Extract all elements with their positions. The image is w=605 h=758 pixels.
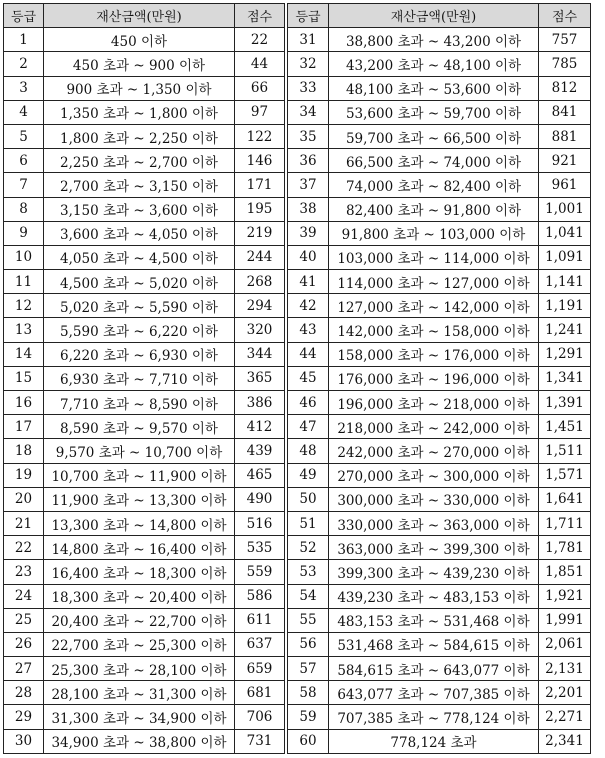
amount-cell: 531,468 초과 ~ 584,615 이하 xyxy=(329,632,539,656)
grade-cell: 2 xyxy=(4,52,44,76)
table-row xyxy=(4,342,591,366)
amount-cell: 43,200 초과 ~ 48,100 이하 xyxy=(329,52,539,76)
table-row xyxy=(4,221,591,245)
table-row xyxy=(4,439,591,463)
amount-cell: 4,050 초과 ~ 4,500 이하 xyxy=(44,245,235,269)
header-amount-right: 재산금액(만원) xyxy=(329,4,539,28)
score-cell: 294 xyxy=(235,294,285,318)
score-cell: 681 xyxy=(235,681,285,705)
score-cell: 1,391 xyxy=(539,391,591,415)
grade-cell: 4 xyxy=(4,100,44,124)
grade-cell: 44 xyxy=(288,342,329,366)
amount-cell: 53,600 초과 ~ 59,700 이하 xyxy=(329,100,539,124)
amount-cell: 59,700 초과 ~ 66,500 이하 xyxy=(329,124,539,148)
grade-cell: 33 xyxy=(288,76,329,100)
grade-cell: 35 xyxy=(288,124,329,148)
amount-cell: 242,000 초과 ~ 270,000 이하 xyxy=(329,439,539,463)
score-cell: 1,991 xyxy=(539,608,591,632)
grade-cell: 55 xyxy=(288,608,329,632)
amount-cell: 18,300 초과 ~ 20,400 이하 xyxy=(44,584,235,608)
score-cell: 1,571 xyxy=(539,463,591,487)
amount-cell: 4,500 초과 ~ 5,020 이하 xyxy=(44,270,235,294)
amount-cell: 91,800 초과 ~ 103,000 이하 xyxy=(329,221,539,245)
grade-cell: 6 xyxy=(4,149,44,173)
table-row xyxy=(4,584,591,608)
table-row xyxy=(4,632,591,656)
score-cell: 1,291 xyxy=(539,342,591,366)
grade-cell: 39 xyxy=(288,221,329,245)
score-cell: 66 xyxy=(235,76,285,100)
grade-cell: 42 xyxy=(288,294,329,318)
grade-cell: 31 xyxy=(288,28,329,52)
grade-cell: 23 xyxy=(4,560,44,584)
score-cell: 516 xyxy=(235,511,285,535)
amount-cell: 707,385 초과 ~ 778,124 이하 xyxy=(329,705,539,729)
grade-cell: 40 xyxy=(288,245,329,269)
amount-cell: 5,590 초과 ~ 6,220 이하 xyxy=(44,318,235,342)
grade-cell: 10 xyxy=(4,245,44,269)
score-cell: 439 xyxy=(235,439,285,463)
amount-cell: 778,124 초과 xyxy=(329,729,539,753)
grade-cell: 34 xyxy=(288,100,329,124)
header-score-left: 점수 xyxy=(235,4,285,28)
score-cell: 1,191 xyxy=(539,294,591,318)
grade-cell: 22 xyxy=(4,536,44,560)
amount-cell: 1,800 초과 ~ 2,250 이하 xyxy=(44,124,235,148)
score-cell: 1,711 xyxy=(539,511,591,535)
amount-cell: 218,000 초과 ~ 242,000 이하 xyxy=(329,415,539,439)
amount-cell: 6,220 초과 ~ 6,930 이하 xyxy=(44,342,235,366)
grade-cell: 28 xyxy=(4,681,44,705)
score-cell: 2,061 xyxy=(539,632,591,656)
table-row xyxy=(4,415,591,439)
header-grade-right: 등급 xyxy=(288,4,329,28)
table-row xyxy=(4,487,591,511)
amount-cell: 2,700 초과 ~ 3,150 이하 xyxy=(44,173,235,197)
score-cell: 961 xyxy=(539,173,591,197)
score-cell: 97 xyxy=(235,100,285,124)
grade-cell: 56 xyxy=(288,632,329,656)
score-cell: 1,451 xyxy=(539,415,591,439)
score-cell: 146 xyxy=(235,149,285,173)
grade-cell: 37 xyxy=(288,173,329,197)
score-cell: 2,341 xyxy=(539,729,591,753)
amount-cell: 10,700 초과 ~ 11,900 이하 xyxy=(44,463,235,487)
score-cell: 611 xyxy=(235,608,285,632)
score-cell: 412 xyxy=(235,415,285,439)
score-cell: 22 xyxy=(235,28,285,52)
amount-cell: 7,710 초과 ~ 8,590 이하 xyxy=(44,391,235,415)
amount-cell: 82,400 초과 ~ 91,800 이하 xyxy=(329,197,539,221)
grade-cell: 51 xyxy=(288,511,329,535)
score-cell: 921 xyxy=(539,149,591,173)
table-row xyxy=(4,657,591,681)
amount-cell: 31,300 초과 ~ 34,900 이하 xyxy=(44,705,235,729)
score-cell: 244 xyxy=(235,245,285,269)
grade-cell: 60 xyxy=(288,729,329,753)
score-cell: 490 xyxy=(235,487,285,511)
score-cell: 1,921 xyxy=(539,584,591,608)
amount-cell: 363,000 초과 ~ 399,300 이하 xyxy=(329,536,539,560)
amount-cell: 127,000 초과 ~ 142,000 이하 xyxy=(329,294,539,318)
score-cell: 535 xyxy=(235,536,285,560)
grade-cell: 43 xyxy=(288,318,329,342)
amount-cell: 584,615 초과 ~ 643,077 이하 xyxy=(329,657,539,681)
amount-cell: 2,250 초과 ~ 2,700 이하 xyxy=(44,149,235,173)
property-score-table-wrapper xyxy=(3,3,591,754)
amount-cell: 330,000 초과 ~ 363,000 이하 xyxy=(329,511,539,535)
grade-cell: 59 xyxy=(288,705,329,729)
amount-cell: 114,000 초과 ~ 127,000 이하 xyxy=(329,270,539,294)
header-grade-left: 등급 xyxy=(4,4,44,28)
grade-cell: 46 xyxy=(288,391,329,415)
score-cell: 1,091 xyxy=(539,245,591,269)
score-cell: 841 xyxy=(539,100,591,124)
amount-cell: 450 이하 xyxy=(44,28,235,52)
table-row xyxy=(4,536,591,560)
grade-cell: 8 xyxy=(4,197,44,221)
score-cell: 195 xyxy=(235,197,285,221)
score-cell: 1,241 xyxy=(539,318,591,342)
amount-cell: 14,800 초과 ~ 16,400 이하 xyxy=(44,536,235,560)
table-row xyxy=(4,463,591,487)
table-row xyxy=(4,608,591,632)
amount-cell: 439,230 초과 ~ 483,153 이하 xyxy=(329,584,539,608)
score-cell: 881 xyxy=(539,124,591,148)
grade-cell: 36 xyxy=(288,149,329,173)
table-row xyxy=(4,52,591,76)
table-row xyxy=(4,173,591,197)
grade-cell: 25 xyxy=(4,608,44,632)
table-row xyxy=(4,76,591,100)
grade-cell: 7 xyxy=(4,173,44,197)
grade-cell: 38 xyxy=(288,197,329,221)
table-row xyxy=(4,245,591,269)
score-cell: 44 xyxy=(235,52,285,76)
amount-cell: 13,300 초과 ~ 14,800 이하 xyxy=(44,511,235,535)
grade-cell: 27 xyxy=(4,657,44,681)
grade-cell: 5 xyxy=(4,124,44,148)
grade-cell: 12 xyxy=(4,294,44,318)
score-cell: 2,271 xyxy=(539,705,591,729)
amount-cell: 34,900 초과 ~ 38,800 이하 xyxy=(44,729,235,753)
amount-cell: 900 초과 ~ 1,350 이하 xyxy=(44,76,235,100)
amount-cell: 28,100 초과 ~ 31,300 이하 xyxy=(44,681,235,705)
amount-cell: 74,000 초과 ~ 82,400 이하 xyxy=(329,173,539,197)
amount-cell: 16,400 초과 ~ 18,300 이하 xyxy=(44,560,235,584)
score-cell: 559 xyxy=(235,560,285,584)
header-score-right: 점수 xyxy=(539,4,591,28)
score-cell: 1,001 xyxy=(539,197,591,221)
table-row xyxy=(4,366,591,390)
score-cell: 785 xyxy=(539,52,591,76)
score-cell: 659 xyxy=(235,657,285,681)
header-amount-left: 재산금액(만원) xyxy=(44,4,235,28)
score-cell: 1,041 xyxy=(539,221,591,245)
score-cell: 1,851 xyxy=(539,560,591,584)
grade-cell: 24 xyxy=(4,584,44,608)
amount-cell: 25,300 초과 ~ 28,100 이하 xyxy=(44,657,235,681)
grade-cell: 1 xyxy=(4,28,44,52)
amount-cell: 103,000 초과 ~ 114,000 이하 xyxy=(329,245,539,269)
score-cell: 365 xyxy=(235,366,285,390)
score-cell: 465 xyxy=(235,463,285,487)
amount-cell: 6,930 초과 ~ 7,710 이하 xyxy=(44,366,235,390)
score-cell: 2,201 xyxy=(539,681,591,705)
table-row xyxy=(4,391,591,415)
amount-cell: 643,077 초과 ~ 707,385 이하 xyxy=(329,681,539,705)
table-row xyxy=(4,294,591,318)
grade-cell: 49 xyxy=(288,463,329,487)
grade-cell: 58 xyxy=(288,681,329,705)
grade-cell: 3 xyxy=(4,76,44,100)
grade-cell: 53 xyxy=(288,560,329,584)
grade-cell: 26 xyxy=(4,632,44,656)
grade-cell: 18 xyxy=(4,439,44,463)
amount-cell: 3,600 초과 ~ 4,050 이하 xyxy=(44,221,235,245)
score-cell: 1,511 xyxy=(539,439,591,463)
amount-cell: 196,000 초과 ~ 218,000 이하 xyxy=(329,391,539,415)
grade-cell: 21 xyxy=(4,511,44,535)
grade-cell: 57 xyxy=(288,657,329,681)
score-cell: 586 xyxy=(235,584,285,608)
amount-cell: 450 초과 ~ 900 이하 xyxy=(44,52,235,76)
table-row xyxy=(4,681,591,705)
table-row xyxy=(4,197,591,221)
grade-cell: 52 xyxy=(288,536,329,560)
table-row xyxy=(4,28,591,52)
score-cell: 706 xyxy=(235,705,285,729)
table-row xyxy=(4,270,591,294)
score-cell: 1,141 xyxy=(539,270,591,294)
score-cell: 386 xyxy=(235,391,285,415)
score-cell: 171 xyxy=(235,173,285,197)
grade-cell: 20 xyxy=(4,487,44,511)
score-cell: 320 xyxy=(235,318,285,342)
score-cell: 757 xyxy=(539,28,591,52)
grade-cell: 14 xyxy=(4,342,44,366)
grade-cell: 15 xyxy=(4,366,44,390)
table-row xyxy=(4,705,591,729)
amount-cell: 48,100 초과 ~ 53,600 이하 xyxy=(329,76,539,100)
amount-cell: 38,800 초과 ~ 43,200 이하 xyxy=(329,28,539,52)
amount-cell: 11,900 초과 ~ 13,300 이하 xyxy=(44,487,235,511)
header-row xyxy=(4,4,591,28)
amount-cell: 158,000 초과 ~ 176,000 이하 xyxy=(329,342,539,366)
score-cell: 2,131 xyxy=(539,657,591,681)
amount-cell: 66,500 초과 ~ 74,000 이하 xyxy=(329,149,539,173)
grade-cell: 41 xyxy=(288,270,329,294)
grade-cell: 9 xyxy=(4,221,44,245)
grade-cell: 29 xyxy=(4,705,44,729)
table-row xyxy=(4,511,591,535)
score-cell: 219 xyxy=(235,221,285,245)
amount-cell: 176,000 초과 ~ 196,000 이하 xyxy=(329,366,539,390)
grade-cell: 19 xyxy=(4,463,44,487)
grade-cell: 30 xyxy=(4,729,44,753)
table-row xyxy=(4,318,591,342)
score-cell: 268 xyxy=(235,270,285,294)
amount-cell: 399,300 초과 ~ 439,230 이하 xyxy=(329,560,539,584)
score-cell: 344 xyxy=(235,342,285,366)
score-cell: 122 xyxy=(235,124,285,148)
score-cell: 812 xyxy=(539,76,591,100)
grade-cell: 45 xyxy=(288,366,329,390)
amount-cell: 142,000 초과 ~ 158,000 이하 xyxy=(329,318,539,342)
grade-cell: 32 xyxy=(288,52,329,76)
grade-cell: 50 xyxy=(288,487,329,511)
amount-cell: 20,400 초과 ~ 22,700 이하 xyxy=(44,608,235,632)
property-score-table xyxy=(3,3,591,754)
table-row xyxy=(4,729,591,753)
table-row xyxy=(4,100,591,124)
amount-cell: 270,000 초과 ~ 300,000 이하 xyxy=(329,463,539,487)
amount-cell: 1,350 초과 ~ 1,800 이하 xyxy=(44,100,235,124)
score-cell: 1,641 xyxy=(539,487,591,511)
amount-cell: 9,570 초과 ~ 10,700 이하 xyxy=(44,439,235,463)
grade-cell: 11 xyxy=(4,270,44,294)
table-row xyxy=(4,124,591,148)
grade-cell: 13 xyxy=(4,318,44,342)
table-row xyxy=(4,149,591,173)
score-cell: 731 xyxy=(235,729,285,753)
score-cell: 637 xyxy=(235,632,285,656)
amount-cell: 8,590 초과 ~ 9,570 이하 xyxy=(44,415,235,439)
amount-cell: 300,000 초과 ~ 330,000 이하 xyxy=(329,487,539,511)
table-body xyxy=(4,28,591,754)
amount-cell: 3,150 초과 ~ 3,600 이하 xyxy=(44,197,235,221)
grade-cell: 16 xyxy=(4,391,44,415)
grade-cell: 48 xyxy=(288,439,329,463)
table-row xyxy=(4,560,591,584)
amount-cell: 483,153 초과 ~ 531,468 이하 xyxy=(329,608,539,632)
grade-cell: 47 xyxy=(288,415,329,439)
grade-cell: 54 xyxy=(288,584,329,608)
amount-cell: 5,020 초과 ~ 5,590 이하 xyxy=(44,294,235,318)
amount-cell: 22,700 초과 ~ 25,300 이하 xyxy=(44,632,235,656)
score-cell: 1,781 xyxy=(539,536,591,560)
score-cell: 1,341 xyxy=(539,366,591,390)
grade-cell: 17 xyxy=(4,415,44,439)
